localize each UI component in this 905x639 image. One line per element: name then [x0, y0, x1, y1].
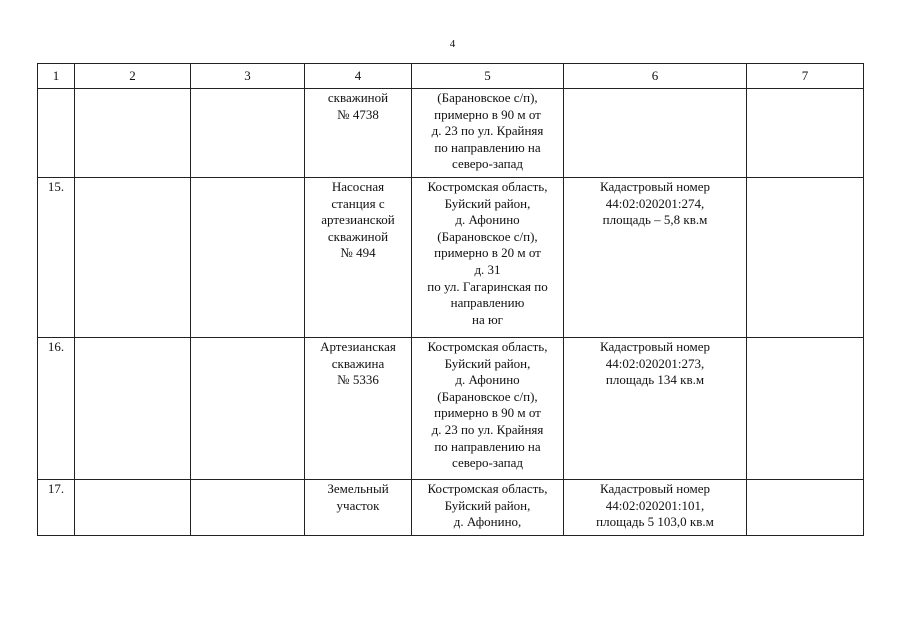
- object-name-cell: скважиной № 4738: [305, 89, 412, 178]
- row-number: 17.: [38, 480, 75, 536]
- location-cell: Костромская область, Буйский район, д. Афонино,: [412, 480, 564, 536]
- location-cell: Костромская область, Буйский район, д. Афонино (Барановское с/п), примерно в 90 м от д. 23 по ул. Крайняя по направлению на северо-запад: [412, 338, 564, 480]
- row-number: [38, 89, 75, 178]
- table-row: [38, 338, 864, 480]
- table-row: [38, 480, 864, 536]
- table-cell: [747, 178, 864, 338]
- table-cell: [75, 89, 191, 178]
- object-name-cell: Земельный участок: [305, 480, 412, 536]
- property-table: [37, 63, 864, 536]
- location-cell: (Барановское с/п), примерно в 90 м от д. 23 по ул. Крайняя по направлению на северо-запад: [412, 89, 564, 178]
- table-header-row: [38, 64, 864, 89]
- table-cell: [75, 178, 191, 338]
- object-name-cell: Насосная станция с артезианской скважиной № 494: [305, 178, 412, 338]
- location-cell: Костромская область, Буйский район, д. Афонино (Барановское с/п), примерно в 20 м от д. 31 по ул. Гагаринская по направлению на юг: [412, 178, 564, 338]
- column-header: 2: [75, 64, 191, 89]
- table-cell: [747, 89, 864, 178]
- column-header: 3: [191, 64, 305, 89]
- table-row: [38, 178, 864, 338]
- table-cell: [191, 89, 305, 178]
- table-cell: [747, 338, 864, 480]
- cadastral-cell: Кадастровый номер 44:02:020201:274, площадь – 5,8 кв.м: [564, 178, 747, 338]
- table-cell: [191, 178, 305, 338]
- table-cell: [191, 480, 305, 536]
- column-header: 6: [564, 64, 747, 89]
- table-cell: [75, 338, 191, 480]
- column-header: 5: [412, 64, 564, 89]
- column-header: 4: [305, 64, 412, 89]
- column-header: 1: [38, 64, 75, 89]
- cadastral-cell: Кадастровый номер 44:02:020201:273, площадь 134 кв.м: [564, 338, 747, 480]
- table-cell: [191, 338, 305, 480]
- row-number: 15.: [38, 178, 75, 338]
- cadastral-cell: [564, 89, 747, 178]
- object-name-cell: Артезианская скважина № 5336: [305, 338, 412, 480]
- cadastral-cell: Кадастровый номер 44:02:020201:101, площадь 5 103,0 кв.м: [564, 480, 747, 536]
- page-number: 4: [449, 38, 456, 50]
- table-cell: [747, 480, 864, 536]
- row-number: 16.: [38, 338, 75, 480]
- table-cell: [75, 480, 191, 536]
- table-row: [38, 89, 864, 178]
- column-header: 7: [747, 64, 864, 89]
